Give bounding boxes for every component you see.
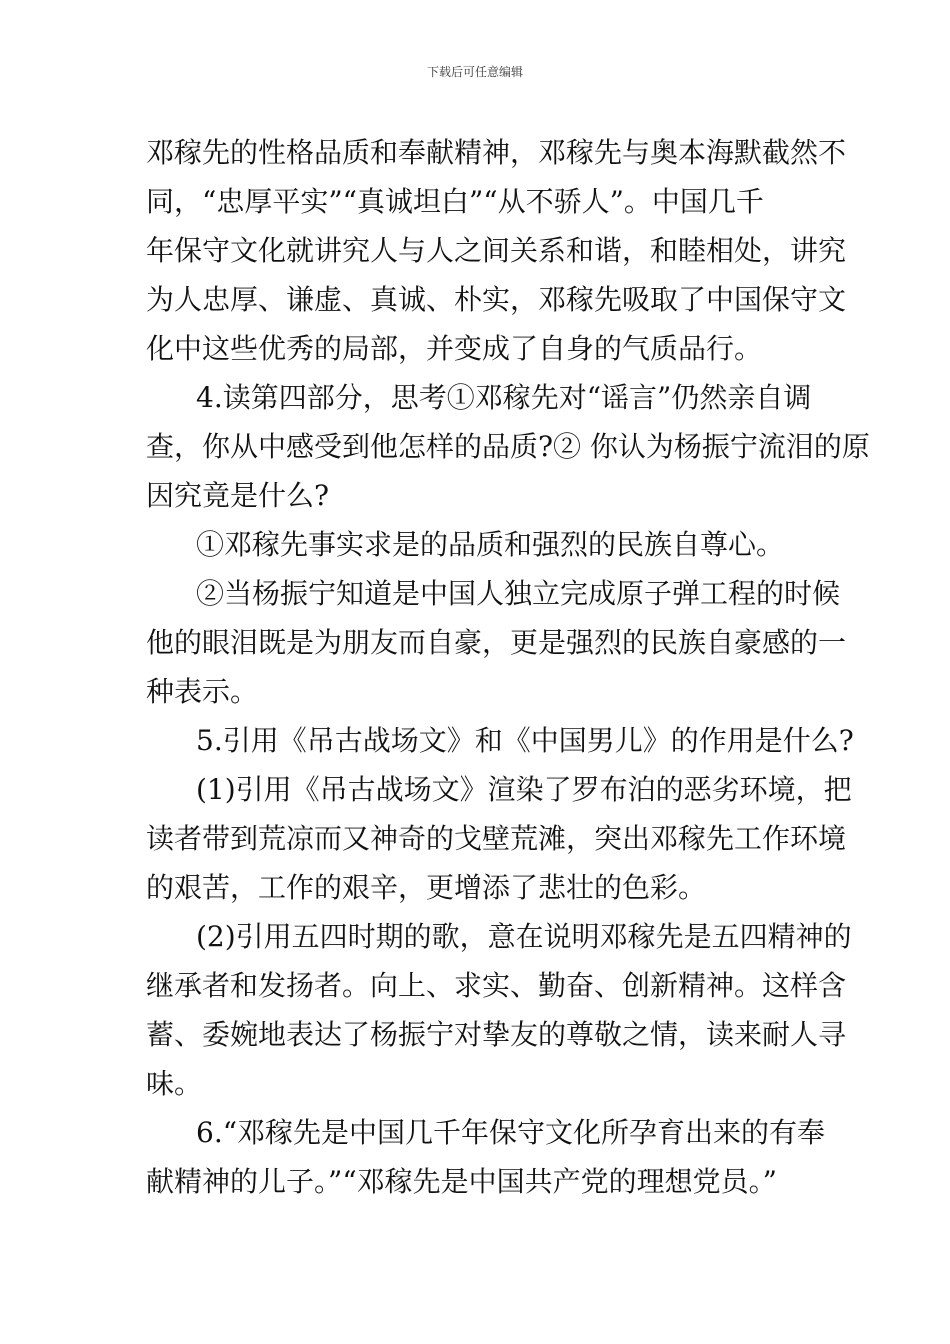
document-body: [146, 128, 870, 1206]
text-line: ①邓稼先事实求是的品质和强烈的民族自尊心。: [196, 528, 785, 561]
text-line: 年保守文化就讲究人与人之间关系和谐，和睦相处，讲究: [146, 234, 847, 267]
text-line: 查，你从中感受到他怎样的品质?② 你认为杨振宁流泪的原: [146, 430, 870, 463]
text-line: 5.引用《吊古战场文》和《中国男儿》的作用是什么?: [196, 724, 854, 757]
paragraph-question-4: [146, 373, 870, 520]
text-line: 因究竟是什么?: [146, 479, 330, 512]
paragraph-question-5: [146, 716, 854, 765]
text-line: 邓稼先的性格品质和奉献精神，邓稼先与奥本海默截然不: [146, 136, 847, 169]
text-line: 蓄、委婉地表达了杨振宁对挚友的尊敬之情，读来耐人寻: [146, 1018, 847, 1051]
paragraph-answer-4-2: [146, 569, 847, 716]
paragraph-answer-5-2: [146, 912, 852, 1108]
text-line: 4.读第四部分，思考①邓稼先对“谣言”仍然亲自调: [196, 381, 812, 414]
text-line: (1)引用《吊古战场文》渲染了罗布泊的恶劣环境，把: [196, 773, 852, 806]
text-line: 继承者和发扬者。向上、求实、勤奋、创新精神。这样含: [146, 969, 847, 1002]
text-line: 味。: [146, 1067, 203, 1100]
text-line: 读者带到荒凉而又神奇的戈壁荒滩，突出邓稼先工作环境: [146, 822, 847, 855]
text-line: ②当杨振宁知道是中国人独立完成原子弹工程的时候: [196, 577, 841, 610]
text-line: 为人忠厚、谦虚、真诚、朴实，邓稼先吸取了中国保守文: [146, 283, 847, 316]
paragraph-answer-4-1: [146, 520, 816, 569]
text-line: (2)引用五四时期的歌，意在说明邓稼先是五四精神的: [196, 920, 852, 953]
text-line: 他的眼泪既是为朋友而自豪，更是强烈的民族自豪感的一: [146, 626, 847, 659]
text-line: 献精神的儿子。”“邓稼先是中国共产党的理想党员。”: [146, 1165, 777, 1198]
text-line: 的艰苦，工作的艰辛，更增添了悲壮的色彩。: [146, 871, 707, 904]
page-header: 下载后可任意编辑: [426, 65, 523, 79]
paragraph-question-6: [146, 1108, 826, 1206]
text-line: 化中这些优秀的局部，并变成了自身的气质品行。: [146, 332, 763, 365]
text-line: 6.“邓稼先是中国几千年保守文化所孕育出来的有奉: [196, 1116, 826, 1149]
text-line: 种表示。: [146, 675, 259, 708]
paragraph-1: [146, 128, 847, 373]
text-line: 同，“忠厚平实”“真诚坦白”“从不骄人”。中国几千: [146, 185, 764, 218]
paragraph-answer-5-1: [146, 765, 852, 912]
